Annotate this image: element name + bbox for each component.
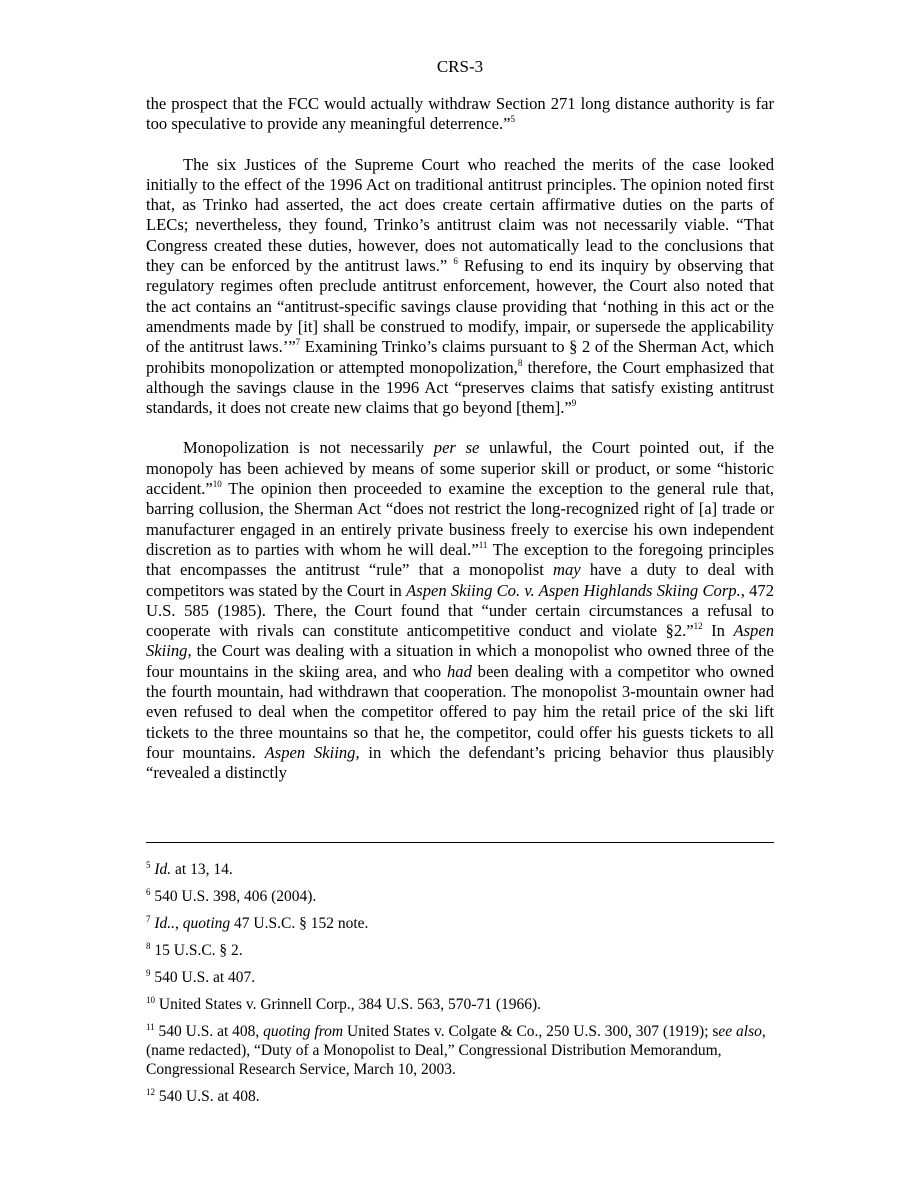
- paragraph-2: The six Justices of the Supreme Court who reached the merits of the case looked initially to the effect of the 1996 Act on traditional antitrust principles. The opinion noted first that, as Trinko had asserted, the act does create certain affirmative duties on the parts of LECs; nevertheless, they found, Trinko’s antitrust claim was not necessarily viable. “That Congress created these duties, however, does not automatically lead to the conclusions that they can be enforced by the antitrust laws.” $^6$ Refusing to end its inquiry by observing that regulatory regimes often preclude antitrust enforcement, however, the Court also noted that the act contains an “antitrust-specific savings clause providing that ‘nothing in this act or the amendments made by [it] shall be construed to modify, impair, or supersede the applicability of the antitrust laws.’”$^7$ Examining Trinko’s claims pursuant to § 2 of the Sherman Act, which prohibits monopolization or attempted monopolization,$^8$ therefore, the Court emphasized that although the savings clause in the 1996 Act “preserves claims that satisfy existing antitrust standards, it does not create new claims that go beyond [them].”$^9$: [146, 154, 775, 418]
- footnote-ref-5[interactable]: 5: [510, 114, 515, 125]
- footnotes: [146, 860, 774, 1114]
- paragraph-1: the prospect that the FCC would actually withdraw Section 271 long distance authority is far too speculative to provide any meaningful deterrence.”$^5$: [146, 94, 774, 134]
- footnote-ref-7[interactable]: 7: [295, 337, 301, 348]
- footnote-12: $^{12}$ 540 U.S. at 408.: [146, 1087, 260, 1105]
- footnote-7: $^7$ Id.., quoting 47 U.S.C. § 152 note.: [146, 914, 369, 932]
- body-text: [146, 94, 774, 784]
- footnote-ref-6[interactable]: 6: [453, 256, 458, 267]
- footnote-5: $^5$ Id. at 13, 14.: [146, 860, 233, 878]
- footnote-ref-12[interactable]: 12: [693, 621, 703, 632]
- footnote-9: $^9$ 540 U.S. at 407.: [146, 968, 256, 986]
- paragraph-3: Monopolization is not necessarily per se unlawful, the Court pointed out, if the monopoly has been achieved by means of some superior skill or product, or some “historic accident.”$^{10}$ The opinion then proceeded to examine the exception to the general rule that, barring collusion, the Sherman Act “does not restrict the long-recognized right of [a] trade or manufacturer engaged in an entirely private business freely to exercise his own independent discretion as to parties with whom he will deal.”$^{11}$ The exception to the foregoing principles that encompasses the antitrust “rule” that a monopolist may have a duty to deal with competitors was stated by the Court in Aspen Skiing Co. v. Aspen Highlands Skiing Corp., 472 U.S. 585 (1985). There, the Court found that “under certain circumstances a refusal to cooperate with rivals can constitute anticompetitive conduct and violate §2.”$^{12}$ In Aspen Skiing, the Court was dealing with a situation in which a monopolist who owned three of the four mountains in the skiing area, and who had been dealing with a competitor who owned the fourth mountain, had withdrawn that cooperation. The monopolist 3-mountain owner had even refused to deal when the competitor offered to pay him the retail price of the ski lift tickets to the three mountains so that he, the competitor, could offer his guests tickets to all four mountains. Aspen Skiing, in which the defendant’s pricing behavior thus plausibly “revealed a distinctly: [146, 438, 775, 783]
- footnote-11: $^{11}$ 540 U.S. at 408, quoting from United States v. Colgate & Co., 250 U.S. 300, 307 (1919); see also, (name redacted), “Duty of a Monopolist to Deal,” Congressional Distribution Memorandum, Congressional Research Service, March 10, 2003.: [146, 1022, 766, 1078]
- footnote-8: $^8$ 15 U.S.C. § 2.: [146, 941, 243, 959]
- footnote-10: $^{10}$ United States v. Grinnell Corp., 384 U.S. 563, 570-71 (1966).: [146, 995, 542, 1013]
- footnote-ref-11[interactable]: 11: [478, 539, 488, 550]
- footnote-ref-10[interactable]: 10: [212, 479, 222, 490]
- footnote-6: $^6$ 540 U.S. 398, 406 (2004).: [146, 887, 317, 905]
- footnote-ref-9[interactable]: 9: [571, 398, 577, 409]
- footnote-divider: [146, 842, 774, 843]
- footnote-ref-8[interactable]: 8: [517, 357, 523, 368]
- page-number: CRS-3: [436, 57, 484, 76]
